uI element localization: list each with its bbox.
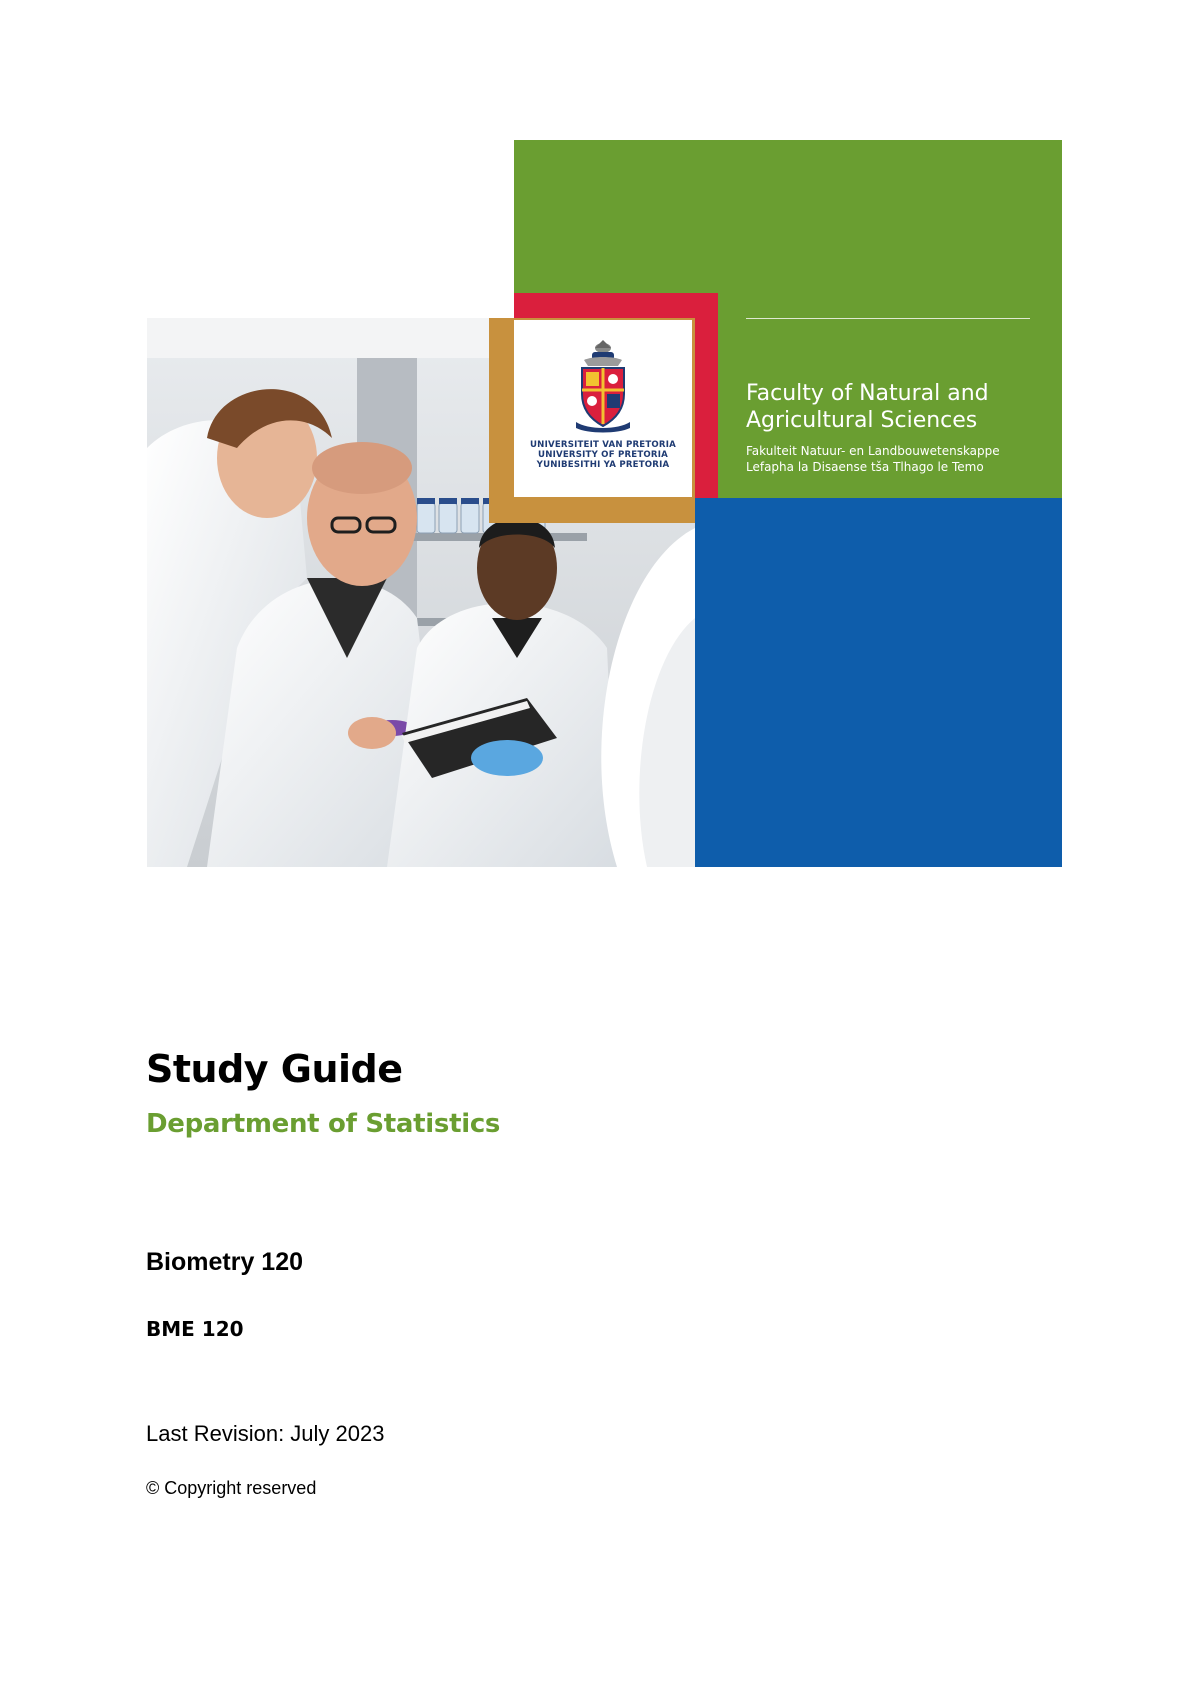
department-name: Department of Statistics — [146, 1109, 501, 1139]
revision-date: Last Revision: July 2023 — [146, 1421, 385, 1446]
crest-line-afrikaans: UNIVERSITEIT VAN PRETORIA — [530, 440, 676, 450]
crest-line-english: UNIVERSITY OF PRETORIA — [538, 450, 668, 460]
crest-line-sepedi: YUNIBESITHI YA PRETORIA — [536, 460, 670, 470]
university-logo-panel — [514, 320, 692, 497]
faculty-name-afrikaans: Fakulteit Natuur- en Landbouwetenskappe — [746, 444, 1000, 458]
faculty-name-block — [746, 380, 1046, 475]
faculty-name-sepedi: Lefapha la Disaense tša Tlhago le Temo — [746, 460, 984, 474]
copyright-notice: © Copyright reserved — [146, 1478, 317, 1498]
module-name: Biometry 120 — [146, 1248, 304, 1276]
blue-brand-block — [695, 498, 1062, 867]
faculty-divider — [746, 318, 1030, 319]
module-code: BME 120 — [146, 1317, 244, 1341]
university-name-lines — [514, 440, 692, 470]
university-crest-icon — [572, 338, 634, 434]
faculty-name-english: Faculty of Natural and Agricultural Sciences — [746, 381, 989, 433]
document-title: Study Guide — [146, 1047, 403, 1091]
